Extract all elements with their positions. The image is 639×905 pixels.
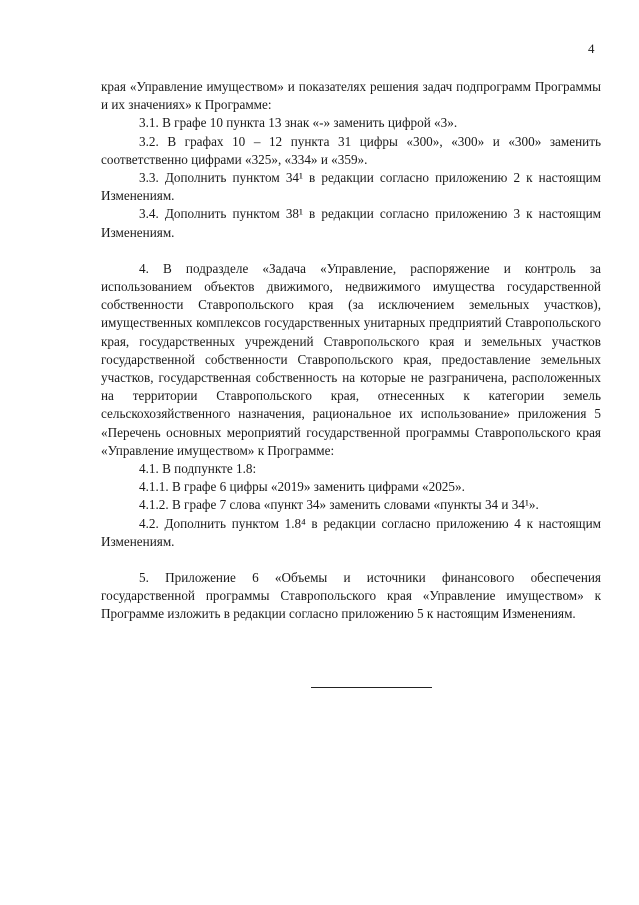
paragraph-continuation: края «Управление имуществом» и показателях решения задач подпрограмм Программы и их значениях» к Программе: <box>101 79 601 113</box>
paragraph-3-4: 3.4. Дополнить пунктом 38¹ в редакции согласно приложению 3 к настоящим Изменениям. <box>101 206 601 240</box>
paragraph-3-3: 3.3. Дополнить пунктом 34¹ в редакции согласно приложению 2 к настоящим Изменениям. <box>101 170 601 204</box>
paragraph-5: 5. Приложение 6 «Объемы и источники финансового обеспечения государственной программы Ставропольского края «Управление имуществом» к Программе изложить в редакции согласно приложению 5 к настоящим Изменениям. <box>101 570 601 622</box>
paragraph-3-2: 3.2. В графах 10 – 12 пункта 31 цифры «300», «300» и «300» заменить соответственно цифрами «325», «334» и «359». <box>101 133 601 167</box>
paragraph-4-1-1: 4.1.1. В графе 6 цифры «2019» заменить цифрами «2025». <box>139 479 465 495</box>
paragraph-3-1: 3.1. В графе 10 пункта 13 знак «-» заменить цифрой «3». <box>139 115 458 131</box>
closing-divider <box>311 687 432 688</box>
paragraph-4-1-2: 4.1.2. В графе 7 слова «пункт 34» заменить словами «пункты 34 и 34¹». <box>139 497 539 513</box>
document-body <box>101 78 601 624</box>
page-number: 4 <box>588 41 595 56</box>
paragraph-4-1: 4.1. В подпункте 1.8: <box>139 461 257 477</box>
paragraph-4: 4. В подразделе «Задача «Управление, распоряжение и контроль за использованием объектов движимого, недвижимого имущества государственной собственности Ставропольского края (за исключением земельных участков), имущественных комплексов государственных унитарных предприятий Ставропольского края, государственных учреждений Ставропольского края и земельных участков государственной собственности Ставропольского края, предоставление земельных участков, государственная собственность на которые не разграничена, расположенных на территории Ставропольского края, отнесенных к категории земель сельскохозяйственного назначения, рациональное их использование» приложения 5 «Перечень основных мероприятий государственной программы Ставропольского края «Управление имуществом» к Программе: <box>101 260 601 458</box>
paragraph-4-2: 4.2. Дополнить пунктом 1.8⁴ в редакции согласно приложению 4 к настоящим Изменениям. <box>101 515 601 549</box>
